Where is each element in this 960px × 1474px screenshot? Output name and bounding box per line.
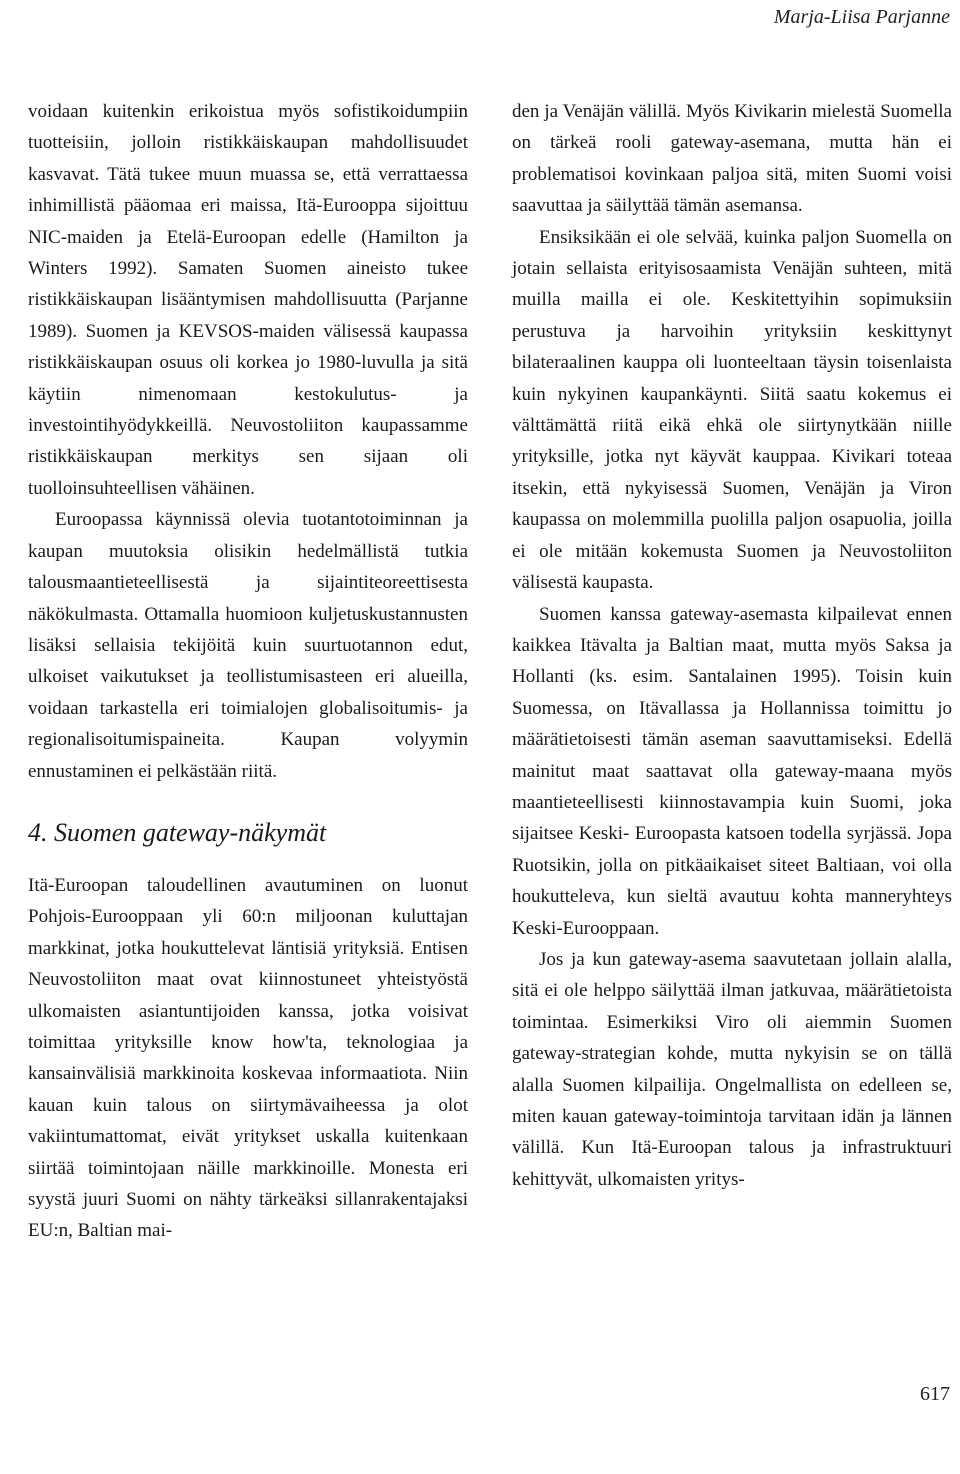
body-paragraph: Itä-Euroopan taloudellinen avautuminen on luonut Pohjois-Eurooppaan yli 60:n miljoonan kuluttajan markkinat, jotka houkuttelevat läntisiä yrityksiä. Entisen Neuvostoliiton maat ovat kiinnostuneet yhteistyöstä ulkomaisten asiantuntijoiden kanssa, jotka voisivat toimittaa yrityksille know how'ta, teknologiaa ja kansainvälisiä markkinoita koskevaa informaatiota. Niin kauan kuin talous on siirtymävaiheessa ja olot vakiintumattomat, eivät yritykset uskalla kuitenkaan siirtää toimintojaan näille markkinoille. Monesta eri syystä juuri Suomi on nähty tärkeäksi sillanrakentajaksi EU:n, Baltian mai- [28,874,468,1242]
left-column [28,96,468,1247]
right-column [512,96,952,1195]
body-paragraph: Jos ja kun gateway-asema saavutetaan jollain alalla, sitä ei ole helppo säilyttää ilman jatkuvaa, määrätietoista toimintaa. Esimerkiksi Viro oli aiemmin Suomen gateway-strategian kohde, mutta nykyisin se on tällä alalla Suomen kilpailija. Ongelmallista on edelleen se, miten kauan gateway-toimintoja tarvitaan idän ja lännen välillä. Kun Itä-Euroopan talous ja infrastruktuuri kehittyvät, ulkomaisten yritys- [512,948,952,1190]
body-paragraph: Suomen kanssa gateway-asemasta kilpailevat ennen kaikkea Itävalta ja Baltian maat, mutta myös Saksa ja Hollanti (ks. esim. Santalainen 1995). Toisin kuin Suomessa, on Itävallassa ja Hollannissa toimittu jo määrätietoisesti tämän aseman saavuttamiseksi. Edellä mainitut maat saattavat olla gateway-maana myös maantieteellisesti kiinnostavampia kuin Suomi, joka sijaitsee Keski- Euroopasta katsoen todella syrjässä. Jopa Ruotsikin, jolla on pitkäaikaiset siteet Baltiaan, voi olla houkutteleva, kun sieltä avautuu kohta manneryhteys Keski-Eurooppaan. [512,603,952,939]
section-heading: 4. Suomen gateway-näkymät [28,817,327,847]
body-paragraph: voidaan kuitenkin erikoistua myös sofistikoidumpiin tuotteisiin, jolloin ristikkäiskaupan mahdollisuudet kasvavat. Tätä tukee muun muassa se, että verrattaessa inhimillistä pääomaa eri maissa, Itä-Eurooppa sijoittuu NIC-maiden ja Etelä-Euroopan edelle (Hamilton ja Winters 1992). Samaten Suomen aineisto tukee ristikkäiskaupan lisääntymisen mahdollisuutta (Parjanne 1989). Suomen ja KEVSOS-maiden välisessä kaupassa ristikkäiskaupan osuus oli korkea jo 1980-luvulla ja sitä käytiin nimenomaan kestokulutus- ja investointihyödykkeillä. Neuvostoliiton kaupassamme ristikkäiskaupan merkitys sen sijaan oli tuolloinsuhteellisen vähäinen. [28,101,468,499]
running-header: Marja-Liisa Parjanne [773,6,950,28]
page-number: 617 [920,1383,950,1405]
body-paragraph: Ensiksikään ei ole selvää, kuinka paljon Suomella on jotain sellaista erityisosaamista Venäjän suhteen, mitä muilla mailla ei ole. Keskitettyihin sopimuksiin perustuva ja harvoihin yrityksiin keskittynyt bilateraalinen kauppa oli luonteeltaan täysin toisenlaista kuin nykyinen kaupankäynti. Siitä saatu kokemus ei välttämättä riitä eikä ehkä ole siirtynytkään niille yrityksille, jotka nyt käyvät kauppaa. Kivikari toteaa itsekin, että nykyisessä Suomen, Venäjän ja Viron kaupassa on molemmilla puolilla paljon osapuolia, joilla ei ole mitään kokemusta Suomen ja Neuvostoliiton välisestä kaupasta. [512,226,952,594]
body-paragraph: Euroopassa käynnissä olevia tuotantotoiminnan ja kaupan muutoksia olisikin hedelmällistä tutkia talousmaantieteellisestä ja sijaintiteoreettisesta näkökulmasta. Ottamalla huomioon kuljetuskustannusten lisäksi sellaisia tekijöitä kuin suurtuotannon edut, ulkoiset vaikutukset ja teollistumisasteen eri alueilla, voidaan tarkastella eri toimialojen globalisoitumis- ja regionalisoitumispaineita. Kaupan volyymin ennustaminen ei pelkästään riitä. [28,509,468,782]
body-paragraph: den ja Venäjän välillä. Myös Kivikarin mielestä Suomella on tärkeä rooli gateway-asemana, mutta hän ei problematisoi kovinkaan paljoa sitä, miten Suomi voisi saavuttaa ja säilyttää tämän asemansa. [512,101,952,217]
